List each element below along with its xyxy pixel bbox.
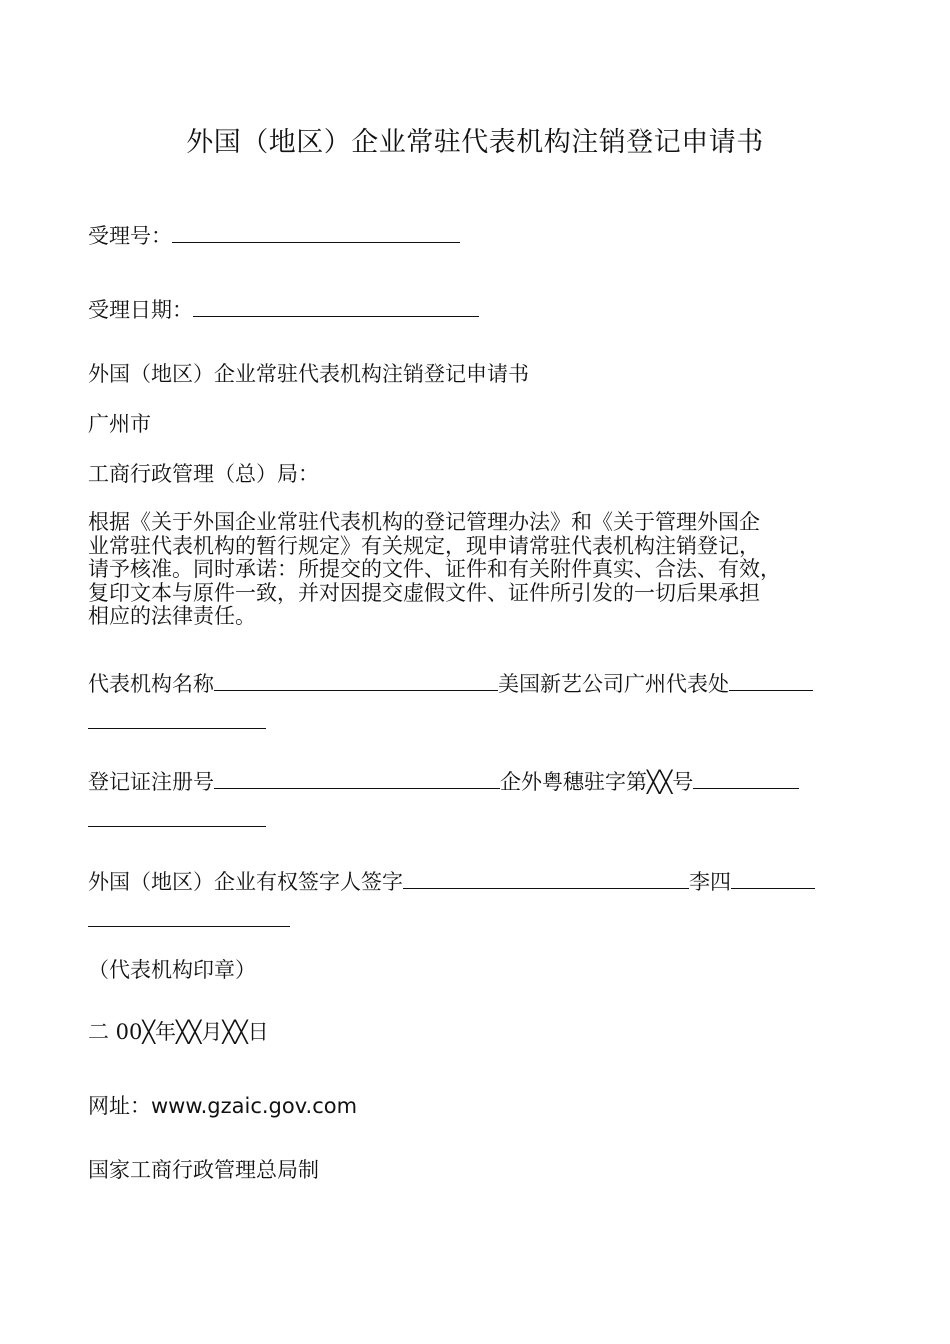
office-name-continuation-blank — [88, 708, 266, 729]
signatory-continuation-blank — [88, 906, 290, 927]
acceptance-date-blank — [193, 296, 479, 317]
acceptance-no-label: 受理号： — [88, 224, 172, 248]
declaration-line: 相应的法律责任。 — [88, 604, 256, 628]
declaration-paragraph — [88, 511, 888, 629]
website-link[interactable]: www.gzaic.gov.com — [151, 1094, 358, 1118]
office-name-row — [88, 670, 813, 698]
office-name-trailing-blank — [729, 670, 813, 691]
acceptance-date-label: 受理日期： — [88, 298, 193, 322]
signatory-value: 李四 — [689, 870, 731, 894]
acceptance-date-row — [88, 296, 479, 324]
addressee-city: 广州市 — [88, 412, 151, 436]
reg-no-value: 企外粤穗驻字第╳╳号 — [500, 770, 694, 794]
application-date: 二 00╳年╳╳月╳╳日 — [88, 1020, 269, 1044]
signatory-row — [88, 868, 815, 896]
reg-no-label: 登记证注册号 — [88, 770, 214, 794]
signatory-label: 外国（地区）企业有权签字人签字 — [88, 870, 403, 894]
heading-repeat: 外国（地区）企业常驻代表机构注销登记申请书 — [88, 362, 529, 386]
addressee-bureau: 工商行政管理（总）局： — [88, 462, 319, 486]
acceptance-no-blank — [172, 222, 460, 243]
page-title: 外国（地区）企业常驻代表机构注销登记申请书 — [186, 127, 764, 158]
reg-no-trailing-blank — [693, 768, 799, 789]
reg-no-continuation — [88, 806, 266, 834]
office-name-label: 代表机构名称 — [88, 672, 214, 696]
office-name-continuation — [88, 708, 266, 736]
signatory-trailing-blank — [731, 868, 815, 889]
declaration-line: 业常驻代表机构的暂行规定》有关规定，现申请常驻代表机构注销登记， — [88, 533, 760, 558]
reg-no-row — [88, 768, 799, 796]
website-label: 网址： — [88, 1094, 151, 1118]
declaration-line: 请予核准。同时承诺：所提交的文件、证件和有关附件真实、合法、有效， — [88, 557, 781, 581]
office-name-value: 美国新艺公司广州代表处 — [498, 672, 729, 696]
issuer-footer: 国家工商行政管理总局制 — [88, 1158, 319, 1182]
reg-no-continuation-blank — [88, 806, 266, 827]
reg-no-blank — [214, 768, 500, 789]
signatory-blank — [403, 868, 689, 889]
acceptance-no-row — [88, 222, 460, 250]
website-row — [88, 1092, 357, 1120]
signatory-continuation — [88, 906, 290, 934]
declaration-line: 根据《关于外国企业常驻代表机构的登记管理办法》和《关于管理外国企 — [88, 510, 760, 534]
declaration-line: 复印文本与原件一致，并对因提交虚假文件、证件所引发的一切后果承担 — [88, 580, 760, 605]
office-name-blank — [214, 670, 498, 691]
seal-note: （代表机构印章） — [88, 958, 256, 982]
